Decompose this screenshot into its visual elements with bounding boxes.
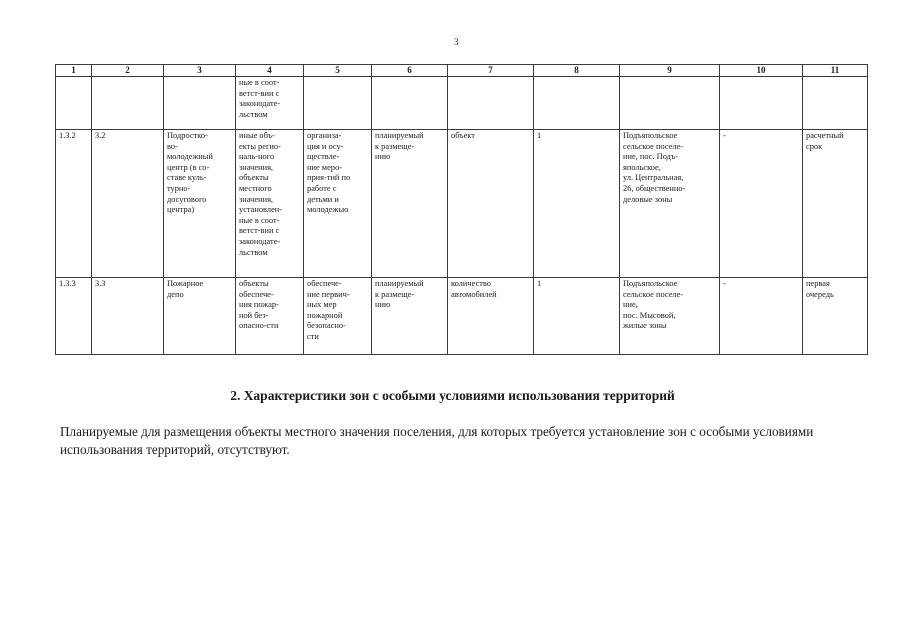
table-cell: Подъяпольское сельское поселе- ние, пос. Подъ- япольское, ул. Центральная, 26, общественно- деловые зоны <box>620 130 720 278</box>
table-row <box>56 278 868 355</box>
table-cell: ные в соот- ветст-вии с законодате- льством <box>236 77 304 130</box>
table-cell: организа- ция и осу- ществле- ние меро- прия-тий по работе с детьми и молодежью <box>304 130 372 278</box>
column-header: 11 <box>803 65 868 77</box>
column-header: 6 <box>372 65 448 77</box>
table-cell <box>92 77 164 130</box>
table-cell <box>448 77 534 130</box>
table-cell: расчетный срок <box>803 130 868 278</box>
table-cell: 1.3.3 <box>56 278 92 355</box>
table-cell: 1.3.2 <box>56 130 92 278</box>
table-cell <box>372 77 448 130</box>
column-header: 2 <box>92 65 164 77</box>
section-paragraph: Планируемые для размещения объекты местного значения поселения, для которых требуется установление зон с особыми условиями использования территорий, отсутствуют. <box>60 424 814 457</box>
table-cell: 1 <box>534 278 620 355</box>
table-cell: планируемый к размеще- нию <box>372 130 448 278</box>
table-cell: 3.2 <box>92 130 164 278</box>
table-cell <box>620 77 720 130</box>
table-cell: объекты обеспече- ния пожар- ной без- опасно-сти <box>236 278 304 355</box>
column-header: 8 <box>534 65 620 77</box>
table-cell <box>720 77 803 130</box>
table-cell: 1 <box>534 130 620 278</box>
table-cell: - <box>720 130 803 278</box>
table-header-row <box>56 65 868 77</box>
table-cell: 3.3 <box>92 278 164 355</box>
column-header: 7 <box>448 65 534 77</box>
table-cell: Подъяпольское сельское поселе- ние, пос. Мысовой, жилые зоны <box>620 278 720 355</box>
table-cell: обеспече- ние первич- ных мер пожарной безопасно- сти <box>304 278 372 355</box>
table-cell: иные объ- екты регио- наль-ного значения, объекты местного значения, установлен- ные в соот- ветст-вии с законодате- льством <box>236 130 304 278</box>
table-cell: Пожарное депо <box>164 278 236 355</box>
table-cell: количество автомобилей <box>448 278 534 355</box>
column-header: 10 <box>720 65 803 77</box>
table-cell: первая очередь <box>803 278 868 355</box>
section-title: 2. Характеристики зон с особыми условиями использования территорий <box>230 388 675 403</box>
column-header: 3 <box>164 65 236 77</box>
column-header: 5 <box>304 65 372 77</box>
table-cell: - <box>720 278 803 355</box>
table-cell <box>803 77 868 130</box>
table-row <box>56 77 868 130</box>
table-cell <box>304 77 372 130</box>
page-number: 3 <box>454 37 459 47</box>
table-row <box>56 130 868 278</box>
column-header: 4 <box>236 65 304 77</box>
planned-objects-table <box>55 64 868 355</box>
column-header: 9 <box>620 65 720 77</box>
table-cell <box>56 77 92 130</box>
table-cell: планируемый к размеще- нию <box>372 278 448 355</box>
table-cell: Подростко- во- молодежный центр (в со- ставе куль- турно- досугового центра) <box>164 130 236 278</box>
table-cell <box>164 77 236 130</box>
column-header: 1 <box>56 65 92 77</box>
table-cell: объект <box>448 130 534 278</box>
table-cell <box>534 77 620 130</box>
